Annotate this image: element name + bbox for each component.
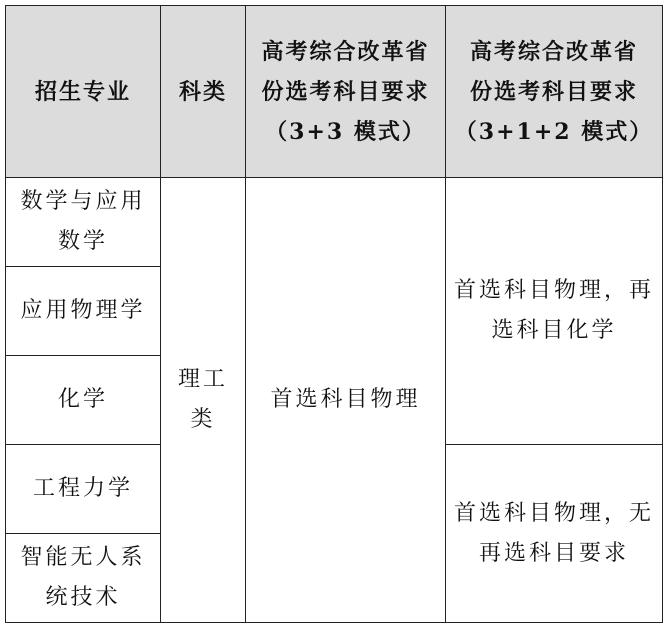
header-major	[6, 6, 161, 178]
admission-table-container	[5, 5, 663, 623]
major-name: 化学	[57, 387, 108, 412]
req-3-1-2-group-2-line-1: 首选科目物理，无	[453, 500, 654, 526]
header-category-label: 科类	[178, 78, 227, 105]
major-name-line-2: 统技术	[45, 585, 121, 610]
major-cell	[6, 534, 161, 623]
req-3-1-2-group-1	[446, 178, 663, 445]
header-req-3-1-2-line-3: （3+1+2 模式）	[454, 118, 654, 145]
header-category	[161, 6, 246, 178]
major-cell	[6, 445, 161, 534]
major-cell	[6, 267, 161, 356]
req-3-1-2-group-1-line-1: 首选科目物理，再	[453, 278, 654, 303]
category-line-1: 理工	[177, 367, 228, 392]
header-req-3-1-2-line-1: 高考综合改革省	[469, 38, 638, 65]
req-3-1-2-group-1-line-2: 选科目化学	[491, 318, 617, 343]
table-row	[6, 178, 663, 267]
category-line-2: 类	[190, 407, 216, 432]
major-cell	[6, 356, 161, 445]
req-3-3-text: 首选科目物理	[270, 387, 421, 412]
header-req-3-3	[246, 6, 446, 178]
major-name-line-1: 智能无人系	[20, 545, 146, 570]
major-name: 应用物理学	[20, 298, 146, 323]
major-name-line-1: 数学与应用	[20, 189, 146, 214]
req-3-1-2-group-2	[446, 445, 663, 623]
header-req-3-1-2-line-2: 份选考科目要求	[469, 78, 638, 105]
major-name: 工程力学	[32, 476, 133, 501]
header-req-3-3-line-1: 高考综合改革省	[261, 38, 430, 65]
major-name-line-2: 数学	[57, 229, 108, 254]
header-major-label: 招生专业	[34, 78, 131, 105]
header-req-3-3-line-3: （3+3 模式）	[265, 118, 426, 145]
subject-requirements-table	[5, 5, 663, 623]
req-3-3-cell	[246, 178, 446, 623]
category-cell	[161, 178, 246, 623]
header-req-3-1-2	[446, 6, 663, 178]
table-header-row	[6, 6, 663, 178]
header-req-3-3-line-2: 份选考科目要求	[261, 78, 430, 105]
major-cell	[6, 178, 161, 267]
req-3-1-2-group-2-line-2: 再选科目要求	[478, 540, 629, 566]
